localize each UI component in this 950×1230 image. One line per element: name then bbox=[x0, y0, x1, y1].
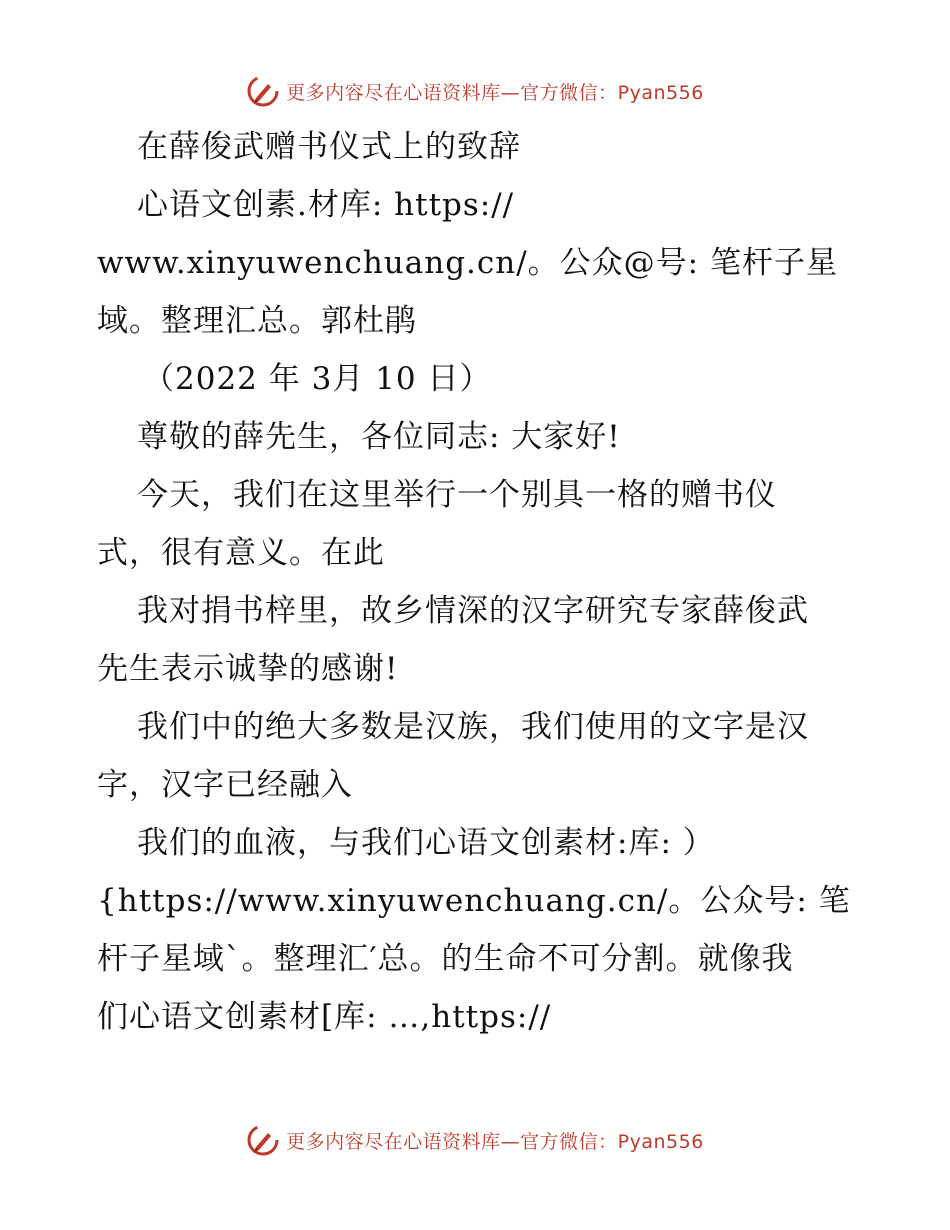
header-banner bbox=[0, 71, 950, 111]
text-line: {https://www.xinyuwenchuang.cn/。公众号: 笔 bbox=[97, 883, 851, 919]
pen-swirl-logo-icon bbox=[246, 1123, 280, 1157]
header-banner-inner bbox=[246, 74, 704, 108]
text-line: 们心语文创素材[库: …,https:// bbox=[97, 999, 552, 1035]
salutation-line: 尊敬的薛先生，各位同志: 大家好! bbox=[137, 419, 621, 455]
text-line: 我对捐书梓里，故乡情深的汉字研究专家薛俊武 bbox=[137, 593, 809, 629]
text-line: 今天，我们在这里举行一个别具一格的赠书仪 bbox=[137, 477, 777, 513]
pen-swirl-logo-icon bbox=[246, 74, 280, 108]
footer-banner-inner bbox=[246, 1123, 704, 1157]
text-line: 杆子星域`。整理汇′总。的生命不可分割。就像我 bbox=[97, 941, 794, 977]
date-line: （2022 年 3月 10 日） bbox=[143, 361, 492, 397]
text-line: 心语文创素.材库: https:// bbox=[137, 187, 515, 223]
text-line: 我们的血液，与我们心语文创素材:库: ） bbox=[137, 825, 715, 861]
text-line: 式，很有意义。在此 bbox=[97, 535, 385, 571]
header-banner-text: 更多内容尽在心语资料库—官方微信：Pyan556 bbox=[286, 81, 704, 104]
footer-banner-text: 更多内容尽在心语资料库—官方微信：Pyan556 bbox=[286, 1130, 704, 1153]
text-line: 我们中的绝大多数是汉族，我们使用的文字是汉 bbox=[137, 709, 809, 745]
text-line: 字，汉字已经融入 bbox=[97, 767, 353, 803]
text-line: 先生表示诚挚的感谢! bbox=[97, 651, 399, 687]
footer-banner bbox=[0, 1120, 950, 1160]
text-line: www.xinyuwenchuang.cn/。公众@号: 笔杆子星 bbox=[97, 245, 838, 281]
document-body bbox=[97, 118, 857, 1046]
text-line: 域。整理汇总。郭杜鹃 bbox=[97, 303, 417, 339]
document-title: 在薛俊武赠书仪式上的致辞 bbox=[137, 129, 521, 165]
